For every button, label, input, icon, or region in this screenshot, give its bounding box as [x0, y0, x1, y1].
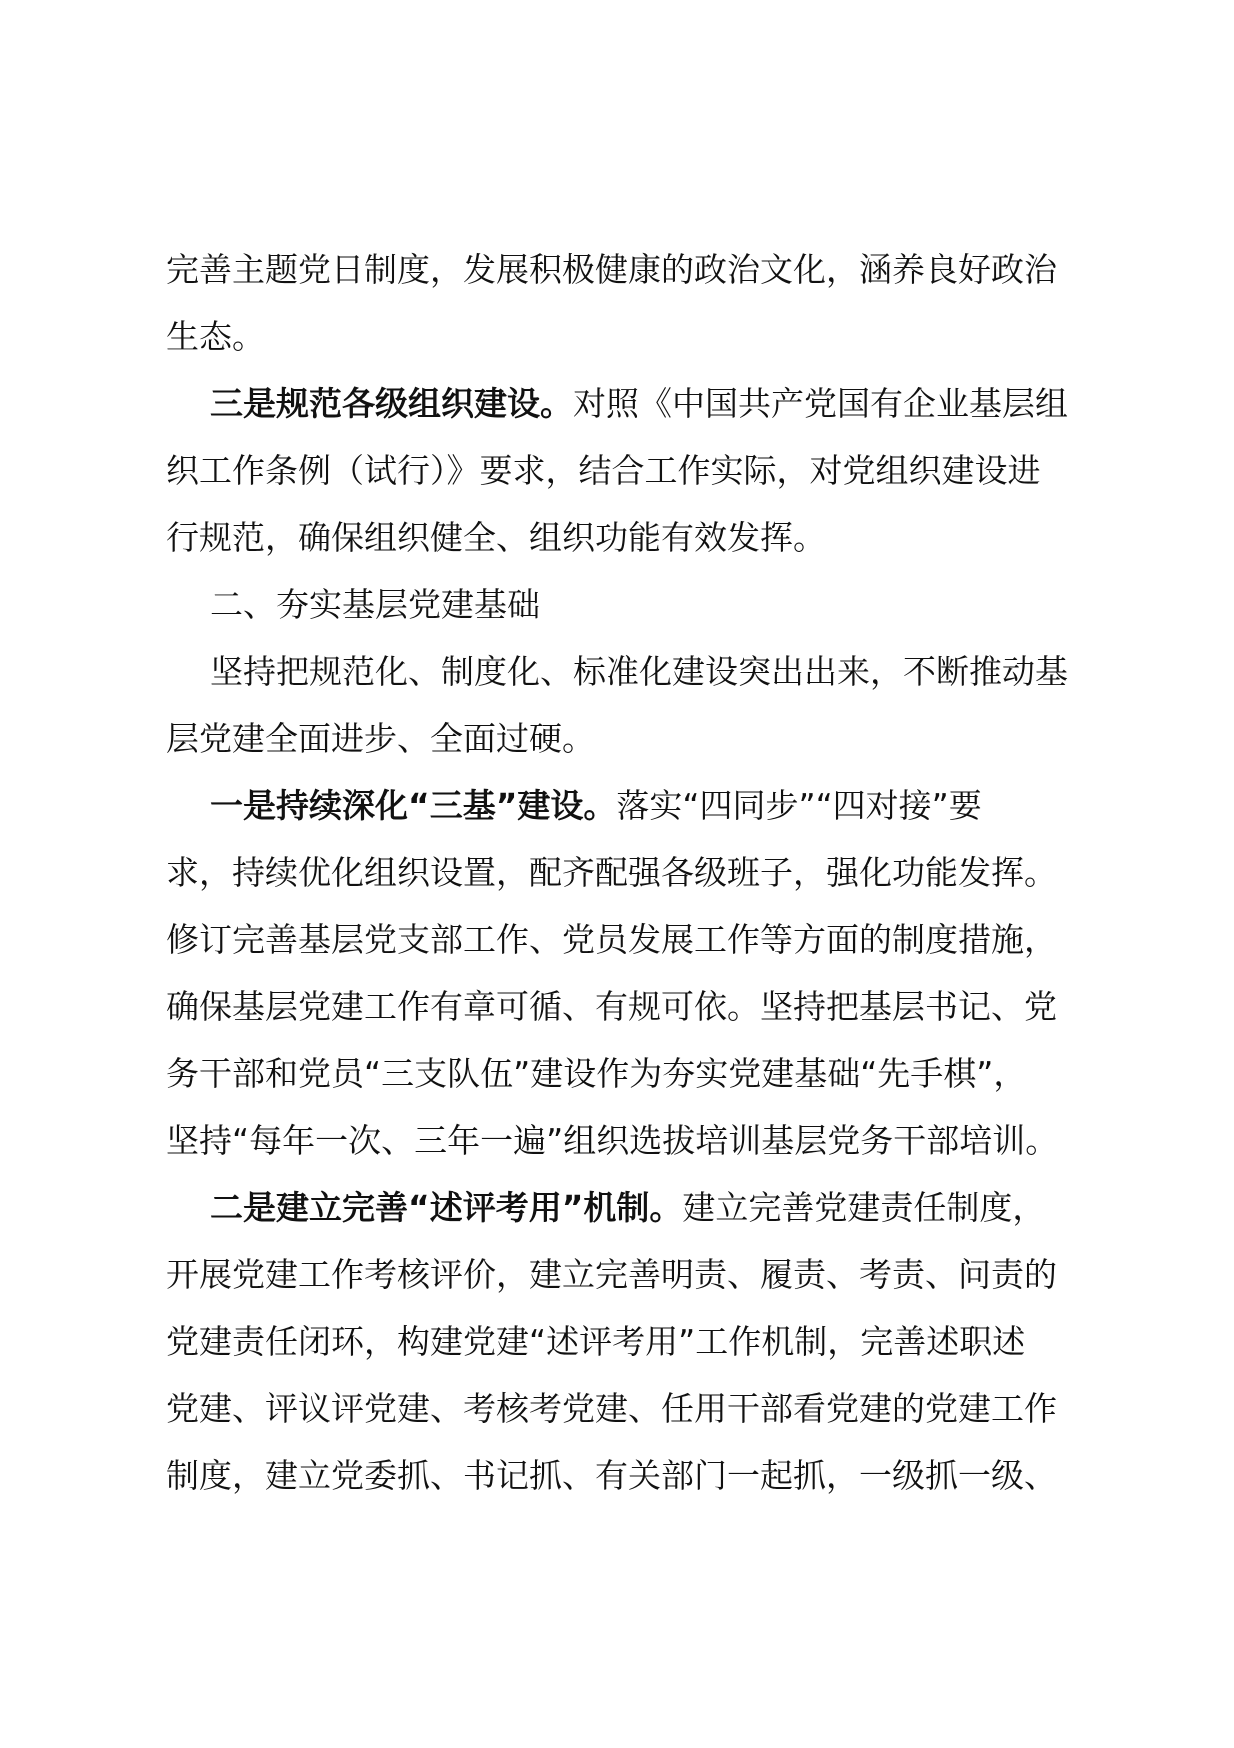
bold-lead-heading: 二是建立完善“述评考用”机制。: [210, 1188, 683, 1227]
line-text: 落实“四同步”“四对接”要: [616, 786, 982, 825]
line-text: 修订完善基层党支部工作、党员发展工作等方面的制度措施，: [166, 920, 1057, 959]
text-line: [166, 437, 1084, 504]
bold-lead-heading: 三是规范各级组织建设。: [210, 384, 573, 423]
paragraph-start: [166, 772, 1084, 839]
text-line: [166, 1107, 1084, 1174]
bold-lead-heading: 一是持续深化“三基”建设。: [210, 786, 617, 825]
line-text: 完善主题党日制度，发展积极健康的政治文化，涵养良好政治: [166, 250, 1057, 289]
line-text: 坚持把规范化、制度化、标准化建设突出出来，不断推动基: [210, 652, 1068, 691]
paragraph-start: [166, 370, 1084, 437]
text-line: [166, 303, 1084, 370]
line-text: 确保基层党建工作有章可循、有规可依。坚持把基层书记、党: [166, 987, 1057, 1026]
line-text: 层党建全面进步、全面过硬。: [166, 719, 595, 758]
text-line: [166, 1040, 1084, 1107]
text-line: [166, 1375, 1084, 1442]
text-line: [166, 973, 1084, 1040]
text-line: [166, 839, 1084, 906]
body-text: [166, 236, 1084, 1509]
paragraph-start: [166, 638, 1084, 705]
line-text: 行规范，确保组织健全、组织功能有效发挥。: [166, 518, 826, 557]
line-text: 党建责任闭环，构建党建“述评考用”工作机制，完善述职述: [166, 1322, 1026, 1361]
text-line: [166, 1241, 1084, 1308]
line-text: 开展党建工作考核评价，建立完善明责、履责、考责、问责的: [166, 1255, 1057, 1294]
text-line: [166, 705, 1084, 772]
text-line: [166, 906, 1084, 973]
line-text: 制度，建立党委抓、书记抓、有关部门一起抓，一级抓一级、: [166, 1456, 1057, 1495]
text-line: [166, 1308, 1084, 1375]
text-line: [166, 236, 1084, 303]
line-text: 坚持“每年一次、三年一遍”组织选拔培训基层党务干部培训。: [166, 1121, 1059, 1160]
section-heading-text: 二、夯实基层党建基础: [210, 585, 540, 624]
paragraph-start: [166, 1174, 1084, 1241]
section-heading: [166, 571, 1084, 638]
line-text: 织工作条例（试行）》要求，结合工作实际，对党组织建设进: [166, 451, 1041, 490]
text-line: [166, 504, 1084, 571]
line-text: 对照《中国共产党国有企业基层组: [573, 384, 1068, 423]
line-text: 建立完善党建责任制度，: [682, 1188, 1046, 1227]
text-line: [166, 1442, 1084, 1509]
line-text: 党建、评议评党建、考核考党建、任用干部看党建的党建工作: [166, 1389, 1057, 1428]
line-text: 求，持续优化组织设置，配齐配强各级班子，强化功能发挥。: [166, 853, 1057, 892]
line-text: 生态。: [166, 317, 265, 356]
line-text: 务干部和党员“三支队伍”建设作为夯实党建基础“先手棋”，: [166, 1054, 1027, 1093]
